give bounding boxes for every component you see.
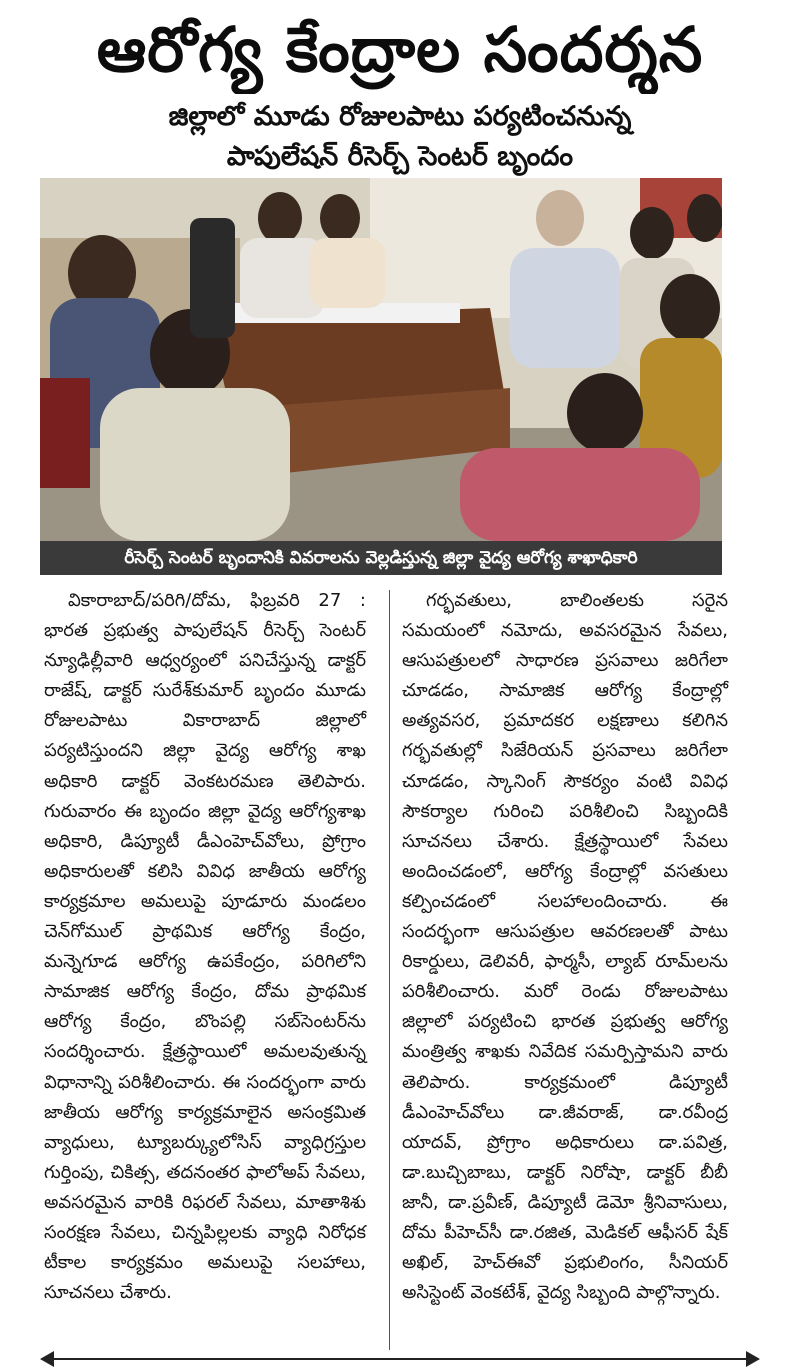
subheadline-1: జిల్లాలో మూడు రోజులపాటు పర్యటించనున్న <box>168 101 632 132</box>
subheadline-2: పాపులేషన్ రీసెర్చ్ సెంటర్ బృందం <box>226 141 574 172</box>
meeting-photo-illustration <box>40 178 722 541</box>
column-left-text: వికారాబాద్/పరిగి/దోమ, ఫిబ్రవరి 27 : భారత ప్రభుత్వ పాపులేషన్ రీసెర్చ్ సెంటర్ న్యూఢిల్లీవారి ఆధ్వర్యంలో పనిచేస్తున్న డాక్టర్ రాజేష్, డాక్టర్ సురేశ్‌కుమార్ బృందం మూడు రోజులపాటు వికారాబాద్ జిల్లాలో పర్యటిస్తుందని జిల్లా వైద్య ఆరోగ్య శాఖ అధికారి డాక్టర్ వెంకటరమణ తెలిపారు. గురువారం ఈ బృందం జిల్లా వైద్య ఆరోగ్యశాఖ అధికారి, డిప్యూటీ డీఎంహెచ్‌వోలు, ప్రోగ్రాం అధికారులతో కలిసి వివిధ జాతీయ ఆరోగ్య కార్యక్రమాల అమలుపై పూడూరు మండలం చెన్‌గోముల్ ప్రాథమిక ఆరోగ్య కేంద్రం, మన్నెగూడ ఆరోగ్య ఉపకేంద్రం, పరిగిలోని సామాజిక ఆరోగ్య కేంద్రం, దోమ ప్రాథమిక ఆరోగ్య కేంద్రం, బొంపల్లి సబ్‌సెంటర్‌ను సందర్శించారు. క్షేత్రస్థాయిలో అమలవుతున్న విధానాన్ని పరిశీలించారు. ఈ సందర్భంగా వారు జాతీయ ఆరోగ్య కార్యక్రమాలైన అసంక్రమిత వ్యాధులు, ట్యూబర్క్యులోసిస్ వ్యాధిగ్రస్తుల గుర్తింపు, చికిత్స, తదనంతర ఫాలోఅప్ సేవలు, అవసరమైన వారికి రిఫరల్ సేవలు, మాతాశిశు సంరక్షణ సేవలు, చిన్నపిల్లలకు వ్యాధి నిరోధక టీకాల కార్యక్రమం అమలుపై సలహాలు, సూచనలు చేశారు. <box>44 590 366 1304</box>
article-column-right <box>402 586 728 1308</box>
column-divider <box>389 590 390 1350</box>
column-right-text: గర్భవతులు, బాలింతలకు సరైన సమయంలో నమోదు, అవసరమైన సేవలు, ఆసుపత్రులలో సాధారణ ప్రసవాలు జరిగేలా చూడడం, సామాజిక ఆరోగ్య కేంద్రాల్లో అత్యవసర, ప్రమాదకర లక్షణాలు కలిగిన గర్భవతుల్లో సిజేరియన్ ప్రసవాలు జరిగేలా చూడడం, స్కానింగ్ సౌకర్యం వంటి వివిధ సౌకర్యాల గురించి పరిశీలించి సిబ్బందికి సూచనలు చేశారు. క్షేత్రస్థాయిలో సేవలు అందించడంలో, ఆరోగ్య కేంద్రాల్లో వసతులు కల్పించడంలో సలహాలందించారు. ఈ సందర్భంగా ఆసుపత్రుల ఆవరణలతో పాటు రికార్డులు, డెలివరీ, ఫార్మసీ, ల్యాబ్ రూమ్‌లను పరిశీలించారు. మరో రెండు రోజులపాటు జిల్లాలో పర్యటించి భారత ప్రభుత్వ ఆరోగ్య మంత్రిత్వ శాఖకు నివేదిక సమర్పిస్తామని వారు తెలిపారు. కార్యక్రమంలో డిప్యూటీ డీఎంహెచ్‌వోలు డా.జీవరాజ్, డా.రవీంద్ర యాదవ్, ప్రోగ్రాం అధికారులు డా.పవిత్ర, డా.బుచ్చిబాబు, డాక్టర్ నిరోషా, డాక్టర్ బీబీ జానీ, డా.ప్రవీణ్, డిప్యూటీ డెమో శ్రీనివాసులు, దోమ పీహెచ్‌సీ డా.రజిత, మెడికల్ ఆఫీసర్ షేక్ అఖిల్, హెచ్‌ఈవో ప్రభులింగం, సీనియర్ అసిస్టెంట్ వెంకటేశ్, వైద్య సిబ్బంది పాల్గొన్నారు. <box>402 590 728 1304</box>
headline: ఆరోగ్య కేంద్రాల సందర్శన <box>96 13 704 86</box>
news-photo <box>40 178 722 541</box>
photo-caption: రీసెర్చ్ సెంటర్ బృందానికి వివరాలను వెల్లడిస్తున్న జిల్లా వైద్య ఆరోగ్య శాఖాధికారి <box>40 541 722 575</box>
arrow-right-icon <box>746 1351 760 1367</box>
bottom-arrow-line <box>48 1358 752 1360</box>
article-column-left <box>44 586 366 1308</box>
